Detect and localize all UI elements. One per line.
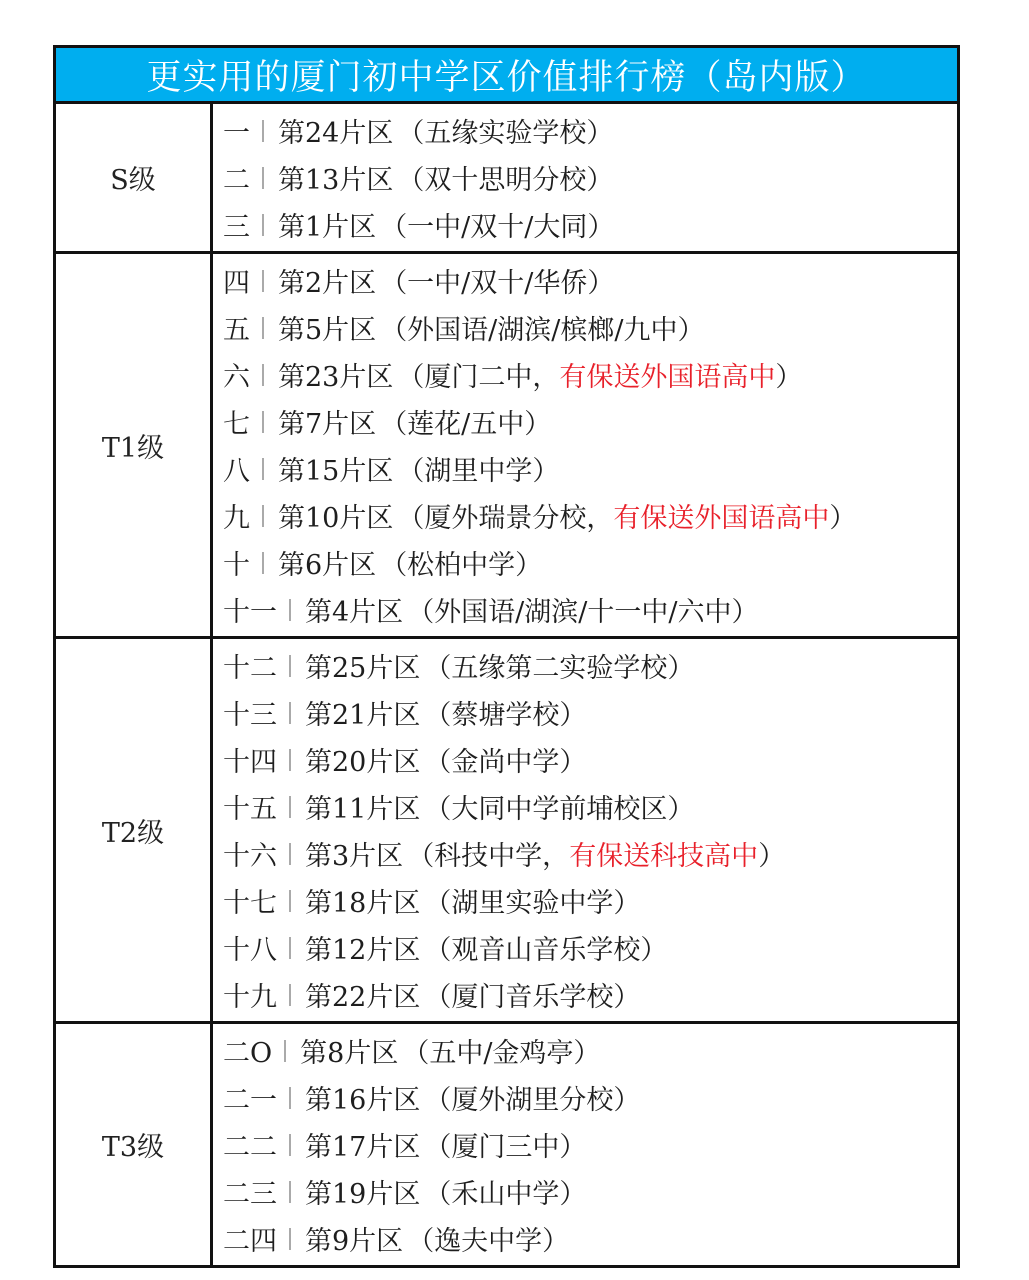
ranking-row	[223, 539, 957, 586]
rank-number: 二O	[223, 1038, 273, 1069]
school-list: （五缘实验学校）	[397, 118, 614, 149]
rank-number: 二四	[223, 1226, 277, 1257]
district-name: 第10片区	[278, 503, 394, 534]
rank-number: 五	[223, 315, 250, 346]
separator	[289, 1087, 291, 1109]
district-name: 第20片区	[305, 747, 421, 778]
district-name: 第3片区	[305, 841, 404, 872]
district-name: 第9片区	[305, 1226, 404, 1257]
separator	[262, 364, 264, 386]
school-list: （五缘第二实验学校）	[424, 653, 695, 684]
separator	[289, 796, 291, 818]
rank-number: 十七	[223, 888, 277, 919]
school-list: （大同中学前埔校区）	[424, 794, 695, 825]
tier-rows	[213, 254, 957, 636]
rank-number: 八	[223, 456, 250, 487]
tier-t1	[56, 254, 957, 639]
separator	[289, 890, 291, 912]
school-list: （金尚中学）	[424, 747, 587, 778]
school-list: （蔡塘学校）	[424, 700, 587, 731]
ranking-row	[223, 1074, 957, 1121]
rank-number: 二一	[223, 1085, 277, 1116]
school-list: （五中/金鸡亭）	[402, 1038, 601, 1069]
separator	[262, 167, 264, 189]
ranking-row	[223, 351, 957, 398]
rank-number: 七	[223, 409, 250, 440]
school-list: （一中/双十/华侨）	[380, 268, 615, 299]
district-name: 第7片区	[278, 409, 377, 440]
separator	[289, 1181, 291, 1203]
ranking-row	[223, 304, 957, 351]
ranking-table	[53, 45, 960, 1268]
ranking-row	[223, 445, 957, 492]
ranking-row	[223, 492, 957, 539]
rank-number: 十二	[223, 653, 277, 684]
rank-number: 十一	[223, 597, 277, 628]
separator	[289, 655, 291, 677]
district-name: 第5片区	[278, 315, 377, 346]
separator	[289, 843, 291, 865]
separator	[289, 749, 291, 771]
district-name: 第4片区	[305, 597, 404, 628]
ranking-row	[223, 1121, 957, 1168]
separator	[262, 505, 264, 527]
ranking-row	[223, 689, 957, 736]
district-name: 第1片区	[278, 212, 377, 243]
ranking-row	[223, 783, 957, 830]
rank-number: 十五	[223, 794, 277, 825]
closing-paren: ）	[758, 841, 786, 872]
tier-label: T1级	[56, 254, 213, 636]
separator	[262, 552, 264, 574]
separator	[262, 411, 264, 433]
district-name: 第12片区	[305, 935, 421, 966]
rank-number: 六	[223, 362, 250, 393]
ranking-row	[223, 107, 957, 154]
tier-label: T2级	[56, 639, 213, 1021]
tier-label: S级	[56, 104, 213, 251]
rank-number: 二二	[223, 1132, 277, 1163]
rank-number: 十四	[223, 747, 277, 778]
school-list: （厦外瑞景分校，	[397, 503, 614, 534]
school-list: （外国语/湖滨/十一中/六中）	[407, 597, 759, 628]
separator	[289, 937, 291, 959]
school-list: （厦门三中）	[424, 1132, 587, 1163]
school-list: （观音山音乐学校）	[424, 935, 668, 966]
table-title: 更实用的厦门初中学区价值排行榜（岛内版）	[56, 48, 957, 104]
district-name: 第19片区	[305, 1179, 421, 1210]
district-name: 第8片区	[300, 1038, 399, 1069]
rank-number: 九	[223, 503, 250, 534]
school-list: （一中/双十/大同）	[380, 212, 615, 243]
rank-number: 十九	[223, 982, 277, 1013]
district-name: 第13片区	[278, 165, 394, 196]
ranking-row	[223, 154, 957, 201]
tier-rows	[213, 104, 957, 251]
school-list: （莲花/五中）	[380, 409, 552, 440]
recommendation-note: 有保送外国语高中	[559, 362, 776, 393]
ranking-row	[223, 736, 957, 783]
separator	[262, 317, 264, 339]
separator	[289, 1228, 291, 1250]
district-name: 第15片区	[278, 456, 394, 487]
separator	[289, 702, 291, 724]
rank-number: 十	[223, 550, 250, 581]
rank-number: 三	[223, 212, 250, 243]
tier-rows	[213, 1024, 957, 1265]
separator	[289, 984, 291, 1006]
school-list: （湖里中学）	[397, 456, 560, 487]
rank-number: 二三	[223, 1179, 277, 1210]
school-list: （禾山中学）	[424, 1179, 587, 1210]
rank-number: 十八	[223, 935, 277, 966]
closing-paren: ）	[775, 362, 803, 393]
district-name: 第6片区	[278, 550, 377, 581]
district-name: 第22片区	[305, 982, 421, 1013]
separator	[284, 1040, 286, 1062]
separator	[262, 458, 264, 480]
district-name: 第24片区	[278, 118, 394, 149]
district-name: 第23片区	[278, 362, 394, 393]
ranking-row	[223, 398, 957, 445]
ranking-row	[223, 586, 957, 633]
ranking-row	[223, 1168, 957, 1215]
school-list: （厦外湖里分校）	[424, 1085, 641, 1116]
school-list: （松柏中学）	[380, 550, 543, 581]
recommendation-note: 有保送外国语高中	[613, 503, 830, 534]
district-name: 第25片区	[305, 653, 421, 684]
ranking-row	[223, 877, 957, 924]
school-list: （双十思明分校）	[397, 165, 614, 196]
separator	[262, 120, 264, 142]
separator	[262, 270, 264, 292]
tier-rows	[213, 639, 957, 1021]
rank-number: 十六	[223, 841, 277, 872]
district-name: 第18片区	[305, 888, 421, 919]
school-list: （科技中学，	[407, 841, 570, 872]
district-name: 第17片区	[305, 1132, 421, 1163]
tier-s	[56, 104, 957, 254]
tier-label: T3级	[56, 1024, 213, 1265]
ranking-row	[223, 924, 957, 971]
school-list: （逸夫中学）	[407, 1226, 570, 1257]
ranking-row	[223, 971, 957, 1018]
ranking-row	[223, 830, 957, 877]
rank-number: 二	[223, 165, 250, 196]
rank-number: 十三	[223, 700, 277, 731]
district-name: 第21片区	[305, 700, 421, 731]
ranking-row	[223, 642, 957, 689]
tier-t3	[56, 1024, 957, 1265]
school-list: （湖里实验中学）	[424, 888, 641, 919]
school-list: （厦门二中，	[397, 362, 560, 393]
ranking-row	[223, 1215, 957, 1262]
recommendation-note: 有保送科技高中	[569, 841, 759, 872]
rank-number: 一	[223, 118, 250, 149]
district-name: 第2片区	[278, 268, 377, 299]
ranking-row	[223, 1027, 957, 1074]
tier-t2	[56, 639, 957, 1024]
rank-number: 四	[223, 268, 250, 299]
ranking-row	[223, 201, 957, 248]
separator	[289, 1134, 291, 1156]
school-list: （厦门音乐学校）	[424, 982, 641, 1013]
school-list: （外国语/湖滨/槟榔/九中）	[380, 315, 705, 346]
district-name: 第11片区	[305, 794, 421, 825]
separator	[289, 599, 291, 621]
ranking-row	[223, 257, 957, 304]
district-name: 第16片区	[305, 1085, 421, 1116]
separator	[262, 214, 264, 236]
closing-paren: ）	[829, 503, 857, 534]
